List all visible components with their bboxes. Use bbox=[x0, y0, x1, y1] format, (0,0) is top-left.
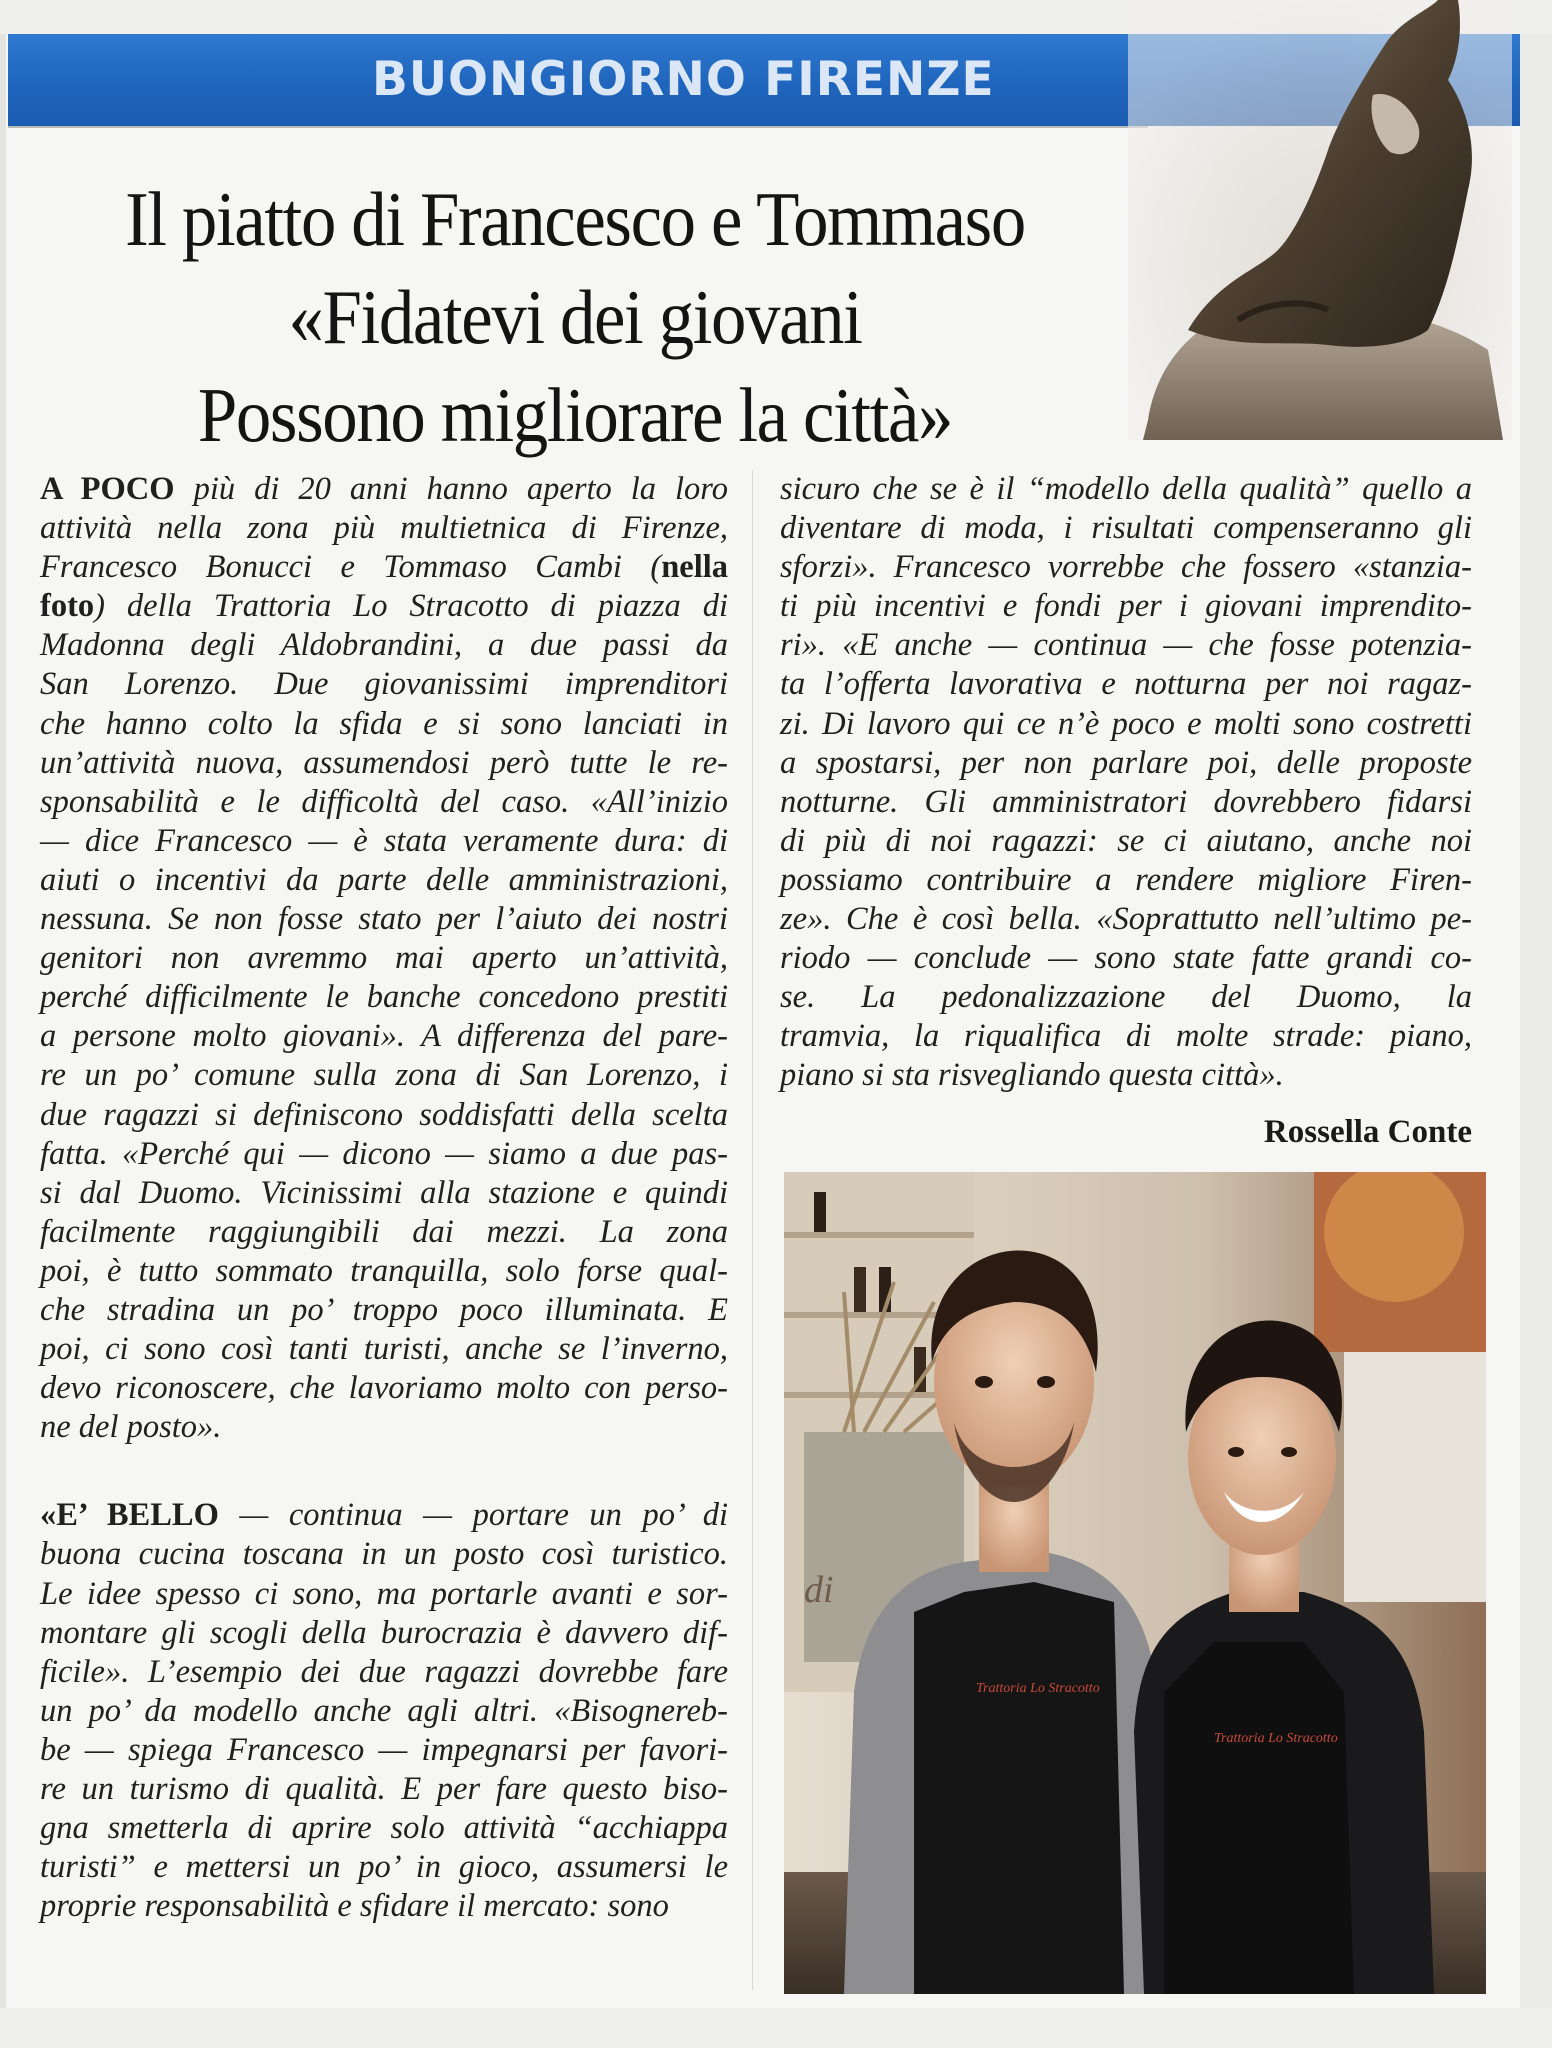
article-line: proprie responsabilità e sfidare il mercato: sono bbox=[40, 1888, 669, 1925]
apron-logo-left: Trattoria Lo Stracotto bbox=[976, 1681, 1100, 1696]
article-line: be — spiega Francesco — impegnarsi per favori- bbox=[40, 1731, 728, 1768]
article-line: a persone molto giovani». A differenza del pare- bbox=[40, 1018, 728, 1055]
article-line: sicuro che se è il “modello della qualità” quello a bbox=[780, 471, 1472, 507]
article-line: buona cucina toscana in un posto così turistico. bbox=[40, 1536, 728, 1573]
article-line: di più di noi ragazzi: se ci aiutano, anche noi bbox=[780, 822, 1472, 859]
headline-line-3: Possono migliorare la città» bbox=[197, 372, 953, 458]
article-line: possiamo contribuire a rendere migliore Firen- bbox=[780, 861, 1472, 898]
article-line: poi, ci sono così tanti turisti, anche se l’inverno, bbox=[40, 1331, 728, 1368]
article-line: si dal Duomo. Vicinissimi alla stazione e quindi bbox=[40, 1174, 728, 1211]
article-line: ne del posto». bbox=[40, 1409, 222, 1446]
page-edge-left bbox=[0, 34, 6, 2048]
article-line: che hanno colto la sfida e si sono lanciati in bbox=[40, 705, 728, 742]
headline bbox=[64, 170, 1085, 464]
article-line: A POCO più di 20 anni hanno aperto la loro bbox=[40, 471, 728, 507]
article-line: un po’ da modello anche agli altri. «Bisognereb- bbox=[40, 1692, 728, 1729]
article-line: a spostarsi, per non parlare poi, delle proposte bbox=[780, 744, 1472, 781]
article-photo bbox=[784, 1172, 1486, 1994]
apron-left bbox=[914, 1582, 1124, 1994]
article-line: tramvia, la riqualifica di molte strade: piano, bbox=[780, 1018, 1472, 1055]
article-line: re un po’ comune sulla zona di San Lorenzo, i bbox=[40, 1057, 728, 1094]
bold-inline: foto bbox=[40, 588, 95, 625]
article-line: foto) della Trattoria Lo Stracotto di piazza di bbox=[40, 588, 728, 625]
article-line: che stradina un po’ troppo poco illuminata. E bbox=[40, 1291, 728, 1328]
article-line: poi, è tutto sommato tranquilla, solo forse qual- bbox=[40, 1252, 728, 1289]
article-line: ri». «E anche — continua — che fosse potenzia- bbox=[780, 627, 1472, 664]
article-line: fatta. «Perché qui — dicono — siamo a due pas- bbox=[40, 1135, 728, 1172]
article-line: notturne. Gli amministratori dovrebbero fidarsi bbox=[780, 783, 1472, 820]
column-divider bbox=[752, 470, 753, 1990]
article-line: — dice Francesco — è stata veramente dura: di bbox=[40, 822, 728, 859]
lead-in: A POCO bbox=[40, 471, 175, 507]
article-line: sponsabilità e le difficoltà del caso. «All’inizio bbox=[40, 783, 728, 820]
article-line: facilmente raggiungibili dai mezzi. La zona bbox=[40, 1213, 728, 1250]
article-line: ze». Che è così bella. «Soprattutto nell’ultimo pe- bbox=[780, 901, 1472, 938]
lead-in: «E’ BELLO bbox=[40, 1497, 219, 1534]
apron-logo-right: Trattoria Lo Stracotto bbox=[1214, 1731, 1338, 1746]
article-line: sforzi». Francesco vorrebbe che fossero «stanzia- bbox=[780, 549, 1472, 586]
page-edge-bottom bbox=[0, 2008, 1552, 2048]
headline-line-2: «Fidatevi dei giovani bbox=[288, 274, 862, 360]
article-line: perché difficilmente le banche concedono prestiti bbox=[40, 979, 728, 1016]
bold-inline: nella bbox=[661, 549, 728, 586]
article-line: San Lorenzo. Due giovanissimi imprenditori bbox=[40, 666, 728, 703]
boar-statue-image bbox=[1128, 0, 1512, 440]
article-line: gna smetterla di aprire solo attività “acchiappa bbox=[40, 1810, 728, 1847]
article-line: riodo — conclude — sono state fatte grandi co- bbox=[780, 940, 1472, 977]
photo-scene bbox=[784, 1172, 1486, 1994]
article-column-left bbox=[40, 470, 728, 1926]
article-line: Francesco Bonucci e Tommaso Cambi (nella bbox=[40, 549, 728, 586]
headline-line-1: Il piatto di Francesco e Tommaso bbox=[125, 176, 1025, 262]
article-column-right bbox=[780, 470, 1472, 1096]
article-line: ti più incentivi e fondi per i giovani imprendito- bbox=[780, 588, 1472, 625]
article-line: genitori non avremmo mai aperto un’attività, bbox=[40, 940, 728, 977]
article-line: Madonna degli Aldobrandini, a due passi da bbox=[40, 627, 728, 664]
paragraph-gap bbox=[40, 1447, 728, 1496]
page-edge-right bbox=[1520, 34, 1552, 2048]
article-line: attività nella zona più multietnica di Firenze, bbox=[40, 510, 728, 547]
article-line: se. La pedonalizzazione del Duomo, la bbox=[780, 979, 1472, 1016]
article-line: diventare di moda, i risultati compenseranno gli bbox=[780, 510, 1472, 547]
article-line: piano si sta risvegliando questa città». bbox=[780, 1057, 1284, 1094]
article-line: Le idee spesso ci sono, ma portarle avanti e sor- bbox=[40, 1575, 728, 1612]
article-line: ficile». L’esempio dei due ragazzi dovrebbe fare bbox=[40, 1653, 728, 1690]
article-line: re un turismo di qualità. E per fare questo biso- bbox=[40, 1771, 728, 1807]
article-line: devo riconoscere, che lavoriamo molto con perso- bbox=[40, 1370, 728, 1407]
article-line: un’attività nuova, assumendosi però tutte le re- bbox=[40, 744, 728, 781]
article-line: nessuna. Se non fosse stato per l’aiuto dei nostri bbox=[40, 901, 728, 938]
article-line: montare gli scogli della burocrazia è davvero dif- bbox=[40, 1614, 728, 1651]
header-rule bbox=[8, 126, 1148, 128]
apron-right bbox=[1164, 1642, 1354, 1994]
article-line: due ragazzi si definiscono soddisfatti della scelta bbox=[40, 1096, 728, 1133]
author-byline: Rossella Conte bbox=[1263, 1114, 1472, 1150]
article-line: zi. Di lavoro qui ce n’è poco e molti sono costretti bbox=[780, 705, 1472, 742]
article-line: turisti” e mettersi un po’ in gioco, assumersi le bbox=[40, 1849, 728, 1886]
section-title: BUONGIORNO FIRENZE bbox=[372, 52, 995, 107]
wall-letters: di bbox=[804, 1569, 834, 1611]
article-line: «E’ BELLO — continua — portare un po’ di bbox=[40, 1497, 729, 1534]
article-line: aiuti o incentivi da parte delle amministrazioni, bbox=[40, 861, 728, 898]
article-line: ta l’offerta lavorativa e notturna per noi ragaz- bbox=[780, 666, 1472, 703]
